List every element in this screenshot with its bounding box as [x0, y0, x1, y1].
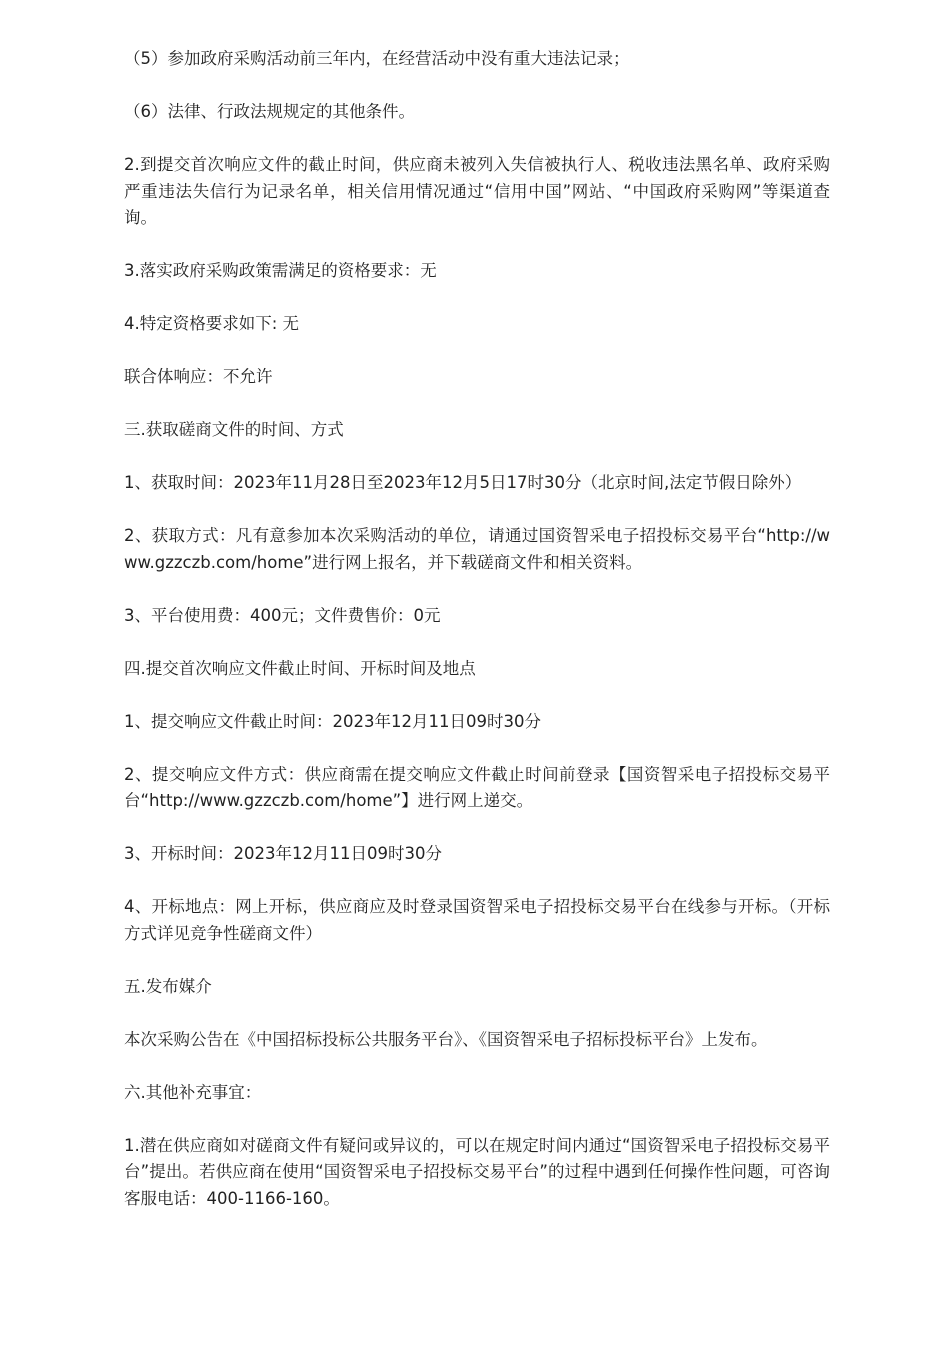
opening-location-paragraph: 4、开标地点：网上开标，供应商应及时登录国资智采电子招投标交易平台在线参与开标。（开标方式详见竞争性磋商文件）	[124, 897, 830, 943]
section-heading-obtain-documents: 三.获取磋商文件的时间、方式	[124, 420, 344, 439]
fee-paragraph: 3、平台使用费：400元；文件费售价：0元	[124, 605, 441, 625]
document-body	[124, 46, 830, 1212]
section-heading-media: 五.发布媒介	[124, 976, 212, 996]
submission-method-paragraph: 2、提交响应文件方式：供应商需在提交响应文件截止时间前登录【国资智采电子招投标交易平台“http://www.gzzczb.com/home”】进行网上递交。	[124, 764, 830, 810]
policy-requirement-paragraph: 3.落实政府采购政策需满足的资格要求：无	[124, 261, 437, 280]
qualification-item-5: （5）参加政府采购活动前三年内，在经营活动中没有重大违法记录；	[124, 49, 630, 68]
section-heading-other: 六.其他补充事宜：	[124, 1082, 262, 1102]
obtain-time-paragraph: 1、获取时间：2023年11月28日至2023年12月5日17时30分（北京时间,法定节假日除外）	[124, 473, 802, 492]
section-heading-submission: 四.提交首次响应文件截止时间、开标时间及地点	[124, 658, 476, 678]
media-paragraph: 本次采购公告在《中国招标投标公共服务平台》、《国资智采电子招标投标平台》上发布。	[124, 1029, 768, 1049]
qualification-item-6: （6）法律、行政法规规定的其他条件。	[124, 102, 415, 121]
opening-time-paragraph: 3、开标时间：2023年12月11日09时30分	[124, 844, 442, 863]
specific-requirement-paragraph: 4.特定资格要求如下: 无	[124, 314, 300, 333]
other-matters-paragraph: 1.潜在供应商如对磋商文件有疑问或异议的，可以在规定时间内通过“国资智采电子招投标交易平台”提出。若供应商在使用“国资智采电子招投标交易平台”的过程中遇到任何操作性问题，可咨询客服电话：400-1166-160。	[124, 1135, 830, 1208]
obtain-method-paragraph: 2、获取方式：凡有意参加本次采购活动的单位，请通过国资智采电子招投标交易平台“http://www.gzzczb.com/home”进行网上报名，并下载磋商文件和相关资料。	[124, 526, 830, 572]
credit-check-paragraph: 2.到提交首次响应文件的截止时间，供应商未被列入失信被执行人、税收违法黑名单、政府采购严重违法失信行为记录名单，相关信用情况通过“信用中国”网站、“中国政府采购网”等渠道查询。	[124, 155, 830, 227]
consortium-paragraph: 联合体响应：不允许	[124, 367, 273, 386]
submission-deadline-paragraph: 1、提交响应文件截止时间：2023年12月11日09时30分	[124, 711, 541, 731]
